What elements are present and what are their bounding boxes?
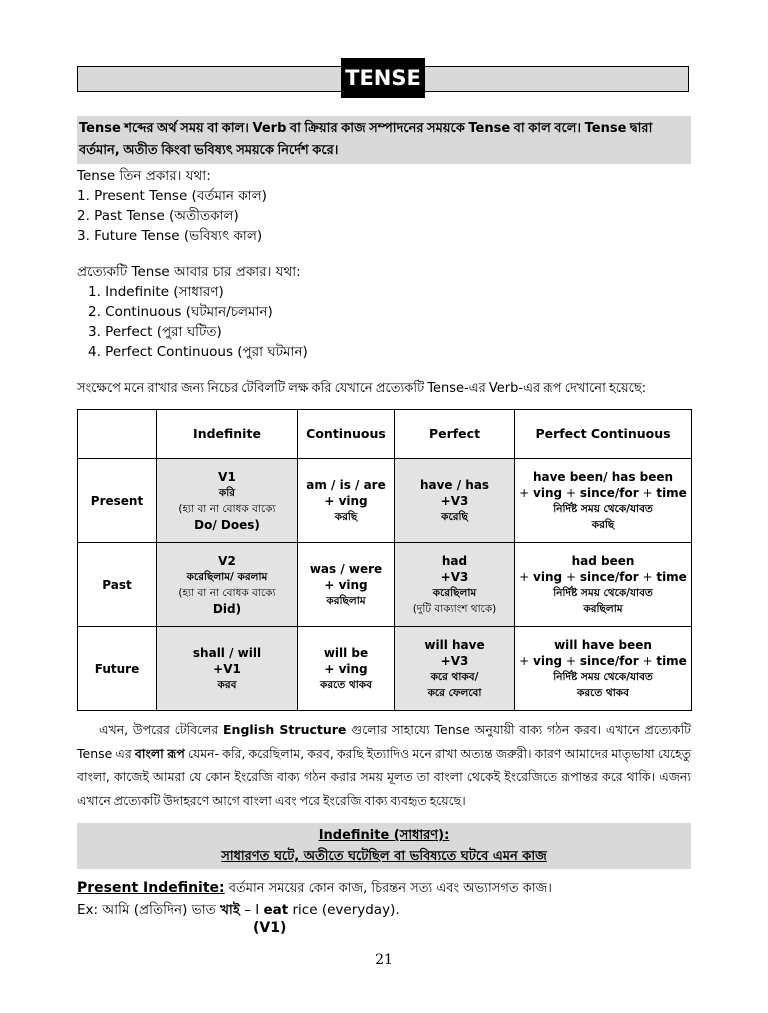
cell-line: করে থাকব/ — [430, 670, 479, 683]
cell-line: have been/ has been — [532, 469, 674, 484]
perfect-cell — [395, 627, 515, 711]
cell-line: + ving — [324, 661, 368, 676]
cell-line: করতে থাকব — [577, 686, 629, 699]
table-header-cell: Indefinite — [157, 410, 298, 459]
cell-line: will be — [323, 645, 369, 660]
intro-term: Tense — [584, 121, 627, 136]
cell-line — [518, 485, 688, 501]
tense-kinds-list — [77, 262, 308, 362]
table-header-cell: Continuous — [298, 410, 395, 459]
paragraph-text: যেমন- করি, করেছিলাম, করব, করছি ইত্যাদিও মনে রাখা অত্যন্ত জরুরী। কারণ আমাদের মাতৃভাষা যেহেতু বাংলা, কাজেই আমরা যে কোন ইংরেজি বাক্য গঠন করার সময় মূলত তা বাংলা থেকেই ইংরেজিতে রূপান্তর করে থাকি। এজন্য এখানে প্রত্যেকটি উদাহরণে আগে বাংলা এবং পরে ইংরেজি বাক্য ব্যবহৃত হয়েছে। — [77, 745, 691, 808]
explanation-paragraph — [77, 718, 691, 812]
structure-term: time — [656, 569, 687, 584]
table-row — [78, 459, 692, 543]
present-indefinite-definition — [77, 878, 552, 899]
cell-line: করছিলাম — [583, 602, 623, 615]
types-intro: Tense তিন প্রকার। যথা: — [77, 168, 211, 184]
cell-line: করেছিলাম — [432, 586, 477, 599]
plus-sign: + — [638, 485, 657, 500]
example-verb: eat — [263, 902, 289, 918]
cell-line: + ving — [324, 577, 368, 592]
section-subheading: সাধারণত ঘটে, অতীতে ঘটেছিল বা ভবিষ্যতে ঘটবে এমন কাজ — [221, 849, 547, 864]
perfect-continuous-cell — [515, 459, 692, 543]
row-label: Present — [78, 459, 157, 543]
structure-term: time — [656, 653, 687, 668]
intro-term: Tense — [468, 121, 511, 136]
cell-line: was / were — [309, 561, 383, 576]
plus-sign: + — [562, 653, 580, 668]
intro-text: শব্দের অর্থ সময় বা কাল। — [120, 121, 253, 136]
cell-line: নির্দিষ্ট সময় থেকে/যাবত — [553, 502, 653, 515]
cell-line: করি — [218, 486, 236, 499]
cell-line: V1 — [218, 469, 236, 484]
perfect-cell — [395, 543, 515, 627]
table-row — [78, 543, 692, 627]
cell-line: নির্দিষ্ট সময় থেকে/যাবত — [553, 586, 653, 599]
indefinite-cell — [157, 543, 298, 627]
paragraph-emphasis: বাংলা রূপ — [134, 745, 185, 761]
cell-line: করে ফেলবো — [427, 686, 482, 699]
plus-sign: + — [638, 569, 657, 584]
cell-line: (হ্যা বা না বোধক বাক্যে — [178, 502, 276, 515]
tense-definition-box — [77, 116, 691, 164]
row-label: Past — [78, 543, 157, 627]
plus-sign: + — [519, 485, 534, 500]
cell-line: V2 — [218, 553, 236, 568]
continuous-cell — [298, 459, 395, 543]
example-text: – I — [239, 902, 264, 918]
section-heading: Indefinite (সাধারণ): — [318, 828, 450, 843]
list-item: 1. Indefinite (সাধারণ) — [88, 284, 224, 300]
cell-line — [518, 569, 688, 585]
table-header-cell — [78, 410, 157, 459]
cell-line: (দুটি বাক্যাংশ থাকে) — [412, 602, 497, 615]
list-item: 3. Perfect (পুরা ঘটিত) — [88, 324, 222, 340]
cell-line: করছিলাম — [326, 594, 366, 607]
example-text: rice (everyday). — [288, 902, 400, 918]
structure-term: time — [656, 485, 687, 500]
continuous-cell — [298, 543, 395, 627]
cell-line: নির্দিষ্ট সময় থেকে/যাবত — [553, 670, 653, 683]
present-indefinite-label: Present Indefinite: — [77, 880, 225, 896]
intro-text: বা ক্রিয়ার কাজ সম্পাদনের সময়কে — [286, 121, 469, 136]
paragraph-text: গুলোর সাহায্যে Tense অনুযায়ী বাক্য গঠন করব। এখানে প্রত্যেকটি Tense এর — [77, 722, 691, 761]
structure-term: since/for — [579, 485, 639, 500]
indefinite-cell — [157, 459, 298, 543]
table-header-cell: Perfect — [395, 410, 515, 459]
paragraph-emphasis: English Structure — [223, 722, 347, 737]
cell-line: Do/ Does) — [194, 517, 260, 532]
continuous-cell — [298, 627, 395, 711]
kinds-intro: প্রত্যেকটি Tense আবার চার প্রকার। যথা: — [77, 264, 301, 280]
list-item: 3. Future Tense (ভবিষ্যৎ কাল) — [77, 228, 263, 244]
cell-line: করছি — [334, 510, 358, 523]
cell-line: had been — [571, 553, 635, 568]
cell-line: +V1 — [213, 661, 241, 676]
structure-term: ving — [533, 569, 563, 584]
perfect-continuous-cell — [515, 543, 692, 627]
table-header-cell: Perfect Continuous — [515, 410, 692, 459]
page-number: 21 — [375, 952, 393, 968]
cell-line: (হ্যা বা না বোধক বাক্যে — [178, 586, 276, 599]
example-text: Ex: আমি (প্রতিদিন) ভাত — [77, 902, 221, 918]
indefinite-cell — [157, 627, 298, 711]
cell-line — [518, 653, 688, 669]
plus-sign: + — [519, 569, 534, 584]
cell-line: +V3 — [440, 569, 469, 584]
cell-line: am / is / are — [306, 477, 386, 492]
cell-line: will have — [424, 637, 485, 652]
plus-sign: + — [638, 653, 657, 668]
perfect-cell — [395, 459, 515, 543]
cell-line: করতে থাকব — [320, 678, 372, 691]
intro-term: Verb — [252, 121, 287, 136]
cell-line: have / has — [419, 477, 490, 492]
cell-line: +V3 — [440, 653, 469, 668]
list-item: 1. Present Tense (বর্তমান কাল) — [77, 188, 267, 204]
indefinite-heading-box — [77, 823, 691, 869]
cell-line: shall / will — [192, 645, 262, 660]
structure-term: ving — [533, 653, 563, 668]
example-sentence — [77, 900, 400, 920]
perfect-continuous-cell — [515, 627, 692, 711]
list-item: 4. Perfect Continuous (পুরা ঘটমান) — [88, 344, 308, 360]
plus-sign: + — [562, 485, 580, 500]
intro-text: দ্বারা বর্তমান, অতীত কিংবা ভবিষ্যৎ সময়কে নির্দেশ করে। — [79, 121, 653, 158]
cell-line: করব — [217, 678, 237, 691]
paragraph-text: এখন, উপরের টেবিলের — [99, 722, 224, 737]
cell-line: will have been — [554, 637, 652, 652]
list-item: 2. Continuous (ঘটমান/চলমান) — [88, 304, 273, 320]
table-header-row — [78, 410, 692, 459]
present-indefinite-desc: বর্তমান সময়ের কোন কাজ, চিরন্তন সত্য এবং অভ্যাসগত কাজ। — [224, 881, 552, 896]
cell-line: +V3 — [440, 493, 469, 508]
structure-term: since/for — [579, 653, 639, 668]
cell-line: করেছি — [441, 510, 468, 523]
tense-types-list — [77, 166, 267, 246]
intro-text: বা কাল বলে। — [510, 121, 585, 136]
row-label: Future — [78, 627, 157, 711]
plus-sign: + — [562, 569, 580, 584]
intro-term: Tense — [79, 121, 121, 136]
structure-term: since/for — [579, 569, 639, 584]
structure-term: ving — [533, 485, 563, 500]
page-title: TENSE — [341, 58, 425, 98]
table-note: সংক্ষেপে মনে রাখার জন্য নিচের টেবিলটি লক্ষ করি যেখানে প্রত্যেকটি Tense-এর Verb-এর রূপ দেখানো হয়েছে: — [77, 381, 647, 396]
cell-line: করেছিলাম/ করলাম — [186, 570, 268, 583]
verb-form-label: (V1) — [253, 920, 287, 936]
cell-line: করছি — [591, 518, 615, 531]
cell-line: + ving — [324, 493, 368, 508]
cell-line: had — [441, 553, 468, 568]
example-verb: খাই — [220, 902, 240, 918]
table-row — [78, 627, 692, 711]
list-item: 2. Past Tense (অতীতকাল) — [77, 208, 239, 224]
tense-table — [77, 409, 692, 711]
plus-sign: + — [519, 653, 534, 668]
cell-line: Did) — [212, 601, 242, 616]
